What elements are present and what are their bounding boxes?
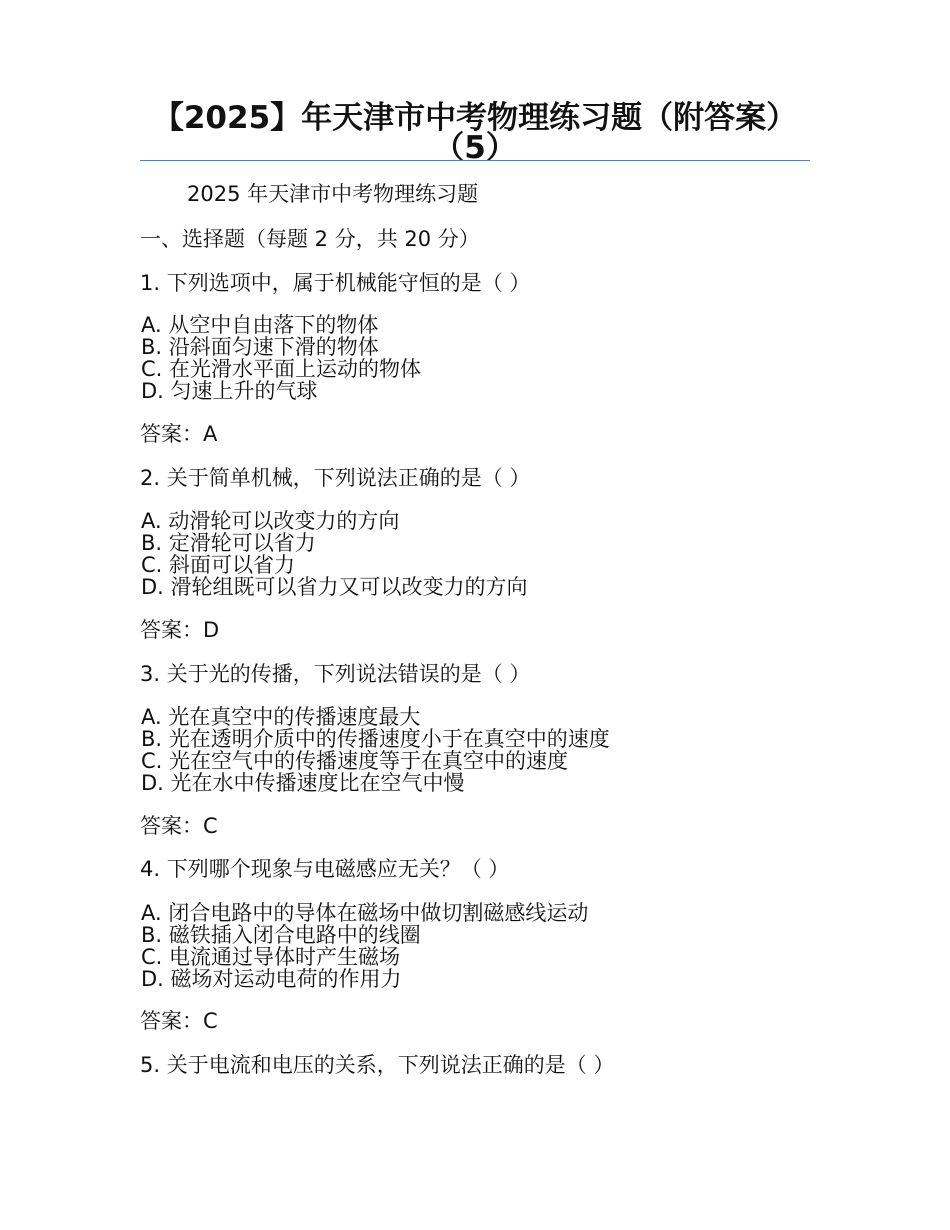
- question-stem: 3. 关于光的传播，下列说法错误的是（ ）: [140, 662, 531, 686]
- question-option: A. 动滑轮可以改变力的方向: [141, 509, 400, 533]
- question-option: D. 滑轮组既可以省力又可以改变力的方向: [141, 575, 528, 599]
- section-heading: 一、选择题（每题 2 分，共 20 分）: [140, 227, 480, 251]
- question-option: C. 光在空气中的传播速度等于在真空中的速度: [141, 749, 569, 773]
- question-option: B. 磁铁插入闭合电路中的线圈: [141, 923, 421, 947]
- question-option: A. 闭合电路中的导体在磁场中做切割磁感线运动: [141, 901, 589, 925]
- question-answer: 答案：D: [140, 618, 220, 642]
- document-subtitle: 2025 年天津市中考物理练习题: [187, 182, 479, 206]
- question-option: D. 磁场对运动电荷的作用力: [141, 967, 402, 991]
- question-option: C. 斜面可以省力: [141, 553, 296, 577]
- question-stem: 5. 关于电流和电压的关系，下列说法正确的是（ ）: [140, 1053, 615, 1077]
- question-option: B. 光在透明介质中的传播速度小于在真空中的速度: [141, 727, 610, 751]
- document-title: 【2025】年天津市中考物理练习题（附答案）（5）: [152, 100, 798, 166]
- question-answer: 答案：A: [140, 422, 218, 446]
- question-option: A. 从空中自由落下的物体: [141, 313, 379, 337]
- question-answer: 答案：C: [140, 1009, 218, 1033]
- question-stem: 4. 下列哪个现象与电磁感应无关？（ ）: [140, 857, 510, 881]
- question-option: B. 沿斜面匀速下滑的物体: [141, 335, 379, 359]
- question-option: D. 光在水中传播速度比在空气中慢: [141, 771, 465, 795]
- question-answer: 答案：C: [140, 814, 218, 838]
- question-stem: 1. 下列选项中，属于机械能守恒的是（ ）: [140, 271, 531, 295]
- question-option: C. 在光滑水平面上运动的物体: [141, 357, 422, 381]
- question-stem: 2. 关于简单机械，下列说法正确的是（ ）: [140, 466, 531, 490]
- question-option: A. 光在真空中的传播速度最大: [141, 705, 421, 729]
- title-divider: [140, 160, 810, 161]
- question-option: C. 电流通过导体时产生磁场: [141, 945, 401, 969]
- question-option: B. 定滑轮可以省力: [141, 531, 316, 555]
- question-option: D. 匀速上升的气球: [141, 379, 318, 403]
